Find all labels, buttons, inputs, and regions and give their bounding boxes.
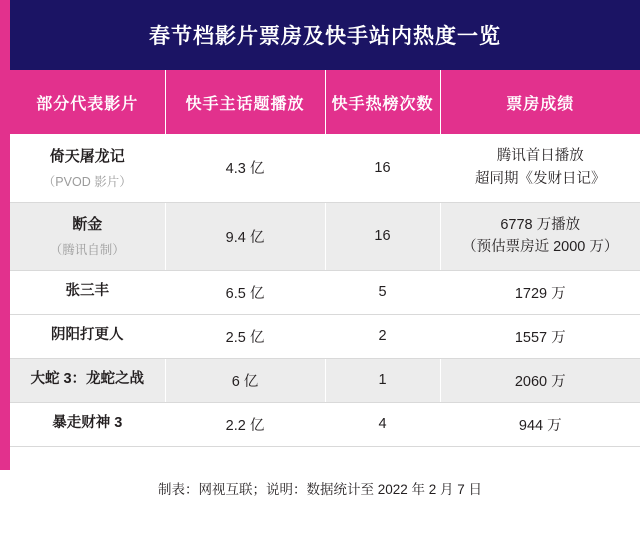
table-row xyxy=(10,134,640,202)
cell-boxoffice: 1729 万 xyxy=(440,270,640,314)
page-title: 春节档影片票房及快手站内热度一览 xyxy=(149,25,501,48)
movie-name: 倚天屠龙记 xyxy=(49,148,125,165)
cell-hotlist: 4 xyxy=(325,402,440,446)
cell-hotlist: 2 xyxy=(325,314,440,358)
cell-plays: 6.5 亿 xyxy=(165,270,325,314)
table-row xyxy=(10,314,640,358)
movie-note: （PVOD 影片） xyxy=(42,174,132,189)
cell-plays: 9.4 亿 xyxy=(165,202,325,270)
cell-hotlist: 1 xyxy=(325,358,440,402)
column-header-movie: 部分代表影片 xyxy=(10,70,165,134)
column-header-plays: 快手主话题播放 xyxy=(165,70,325,134)
cell-movie xyxy=(10,134,165,202)
movie-name: 阴阳打更人 xyxy=(10,314,165,358)
cell-boxoffice: 1557 万 xyxy=(440,314,640,358)
cell-hotlist: 16 xyxy=(325,134,440,202)
data-table xyxy=(10,70,640,447)
column-header-boxoffice: 票房成绩 xyxy=(440,70,640,134)
table-row xyxy=(10,402,640,446)
footer-note: 制表：网视互联；说明：数据统计至 2022 年 2 月 7 日 xyxy=(157,482,483,497)
cell-plays: 6 亿 xyxy=(165,358,325,402)
boxoffice-line-2: （预估票房近 2000 万） xyxy=(462,239,619,255)
column-header-hotlist: 快手热榜次数 xyxy=(325,70,440,134)
left-accent-bar xyxy=(0,0,10,470)
boxoffice-line-2: 超同期《发财日记》 xyxy=(475,170,606,187)
cell-hotlist: 16 xyxy=(325,202,440,270)
movie-note: （腾讯自制） xyxy=(49,242,125,257)
cell-plays: 2.2 亿 xyxy=(165,402,325,446)
movie-name: 大蛇 3：龙蛇之战 xyxy=(10,358,165,402)
cell-movie xyxy=(10,202,165,270)
boxoffice-line-1: 6778 万播放 xyxy=(500,216,581,233)
boxoffice-line-1: 腾讯首日播放 xyxy=(496,148,584,165)
title-bar xyxy=(10,0,640,70)
table-header-row xyxy=(10,70,640,134)
cell-boxoffice xyxy=(440,202,640,270)
table-row xyxy=(10,270,640,314)
cell-boxoffice: 2060 万 xyxy=(440,358,640,402)
cell-boxoffice xyxy=(440,134,640,202)
cell-plays: 2.5 亿 xyxy=(165,314,325,358)
cell-plays: 4.3 亿 xyxy=(165,134,325,202)
cell-hotlist: 5 xyxy=(325,270,440,314)
cell-boxoffice: 944 万 xyxy=(440,402,640,446)
movie-name: 断金 xyxy=(72,216,103,234)
table-row xyxy=(10,202,640,270)
movie-name: 暴走财神 3 xyxy=(10,402,165,446)
movie-name: 张三丰 xyxy=(10,270,165,314)
table-row xyxy=(10,358,640,402)
